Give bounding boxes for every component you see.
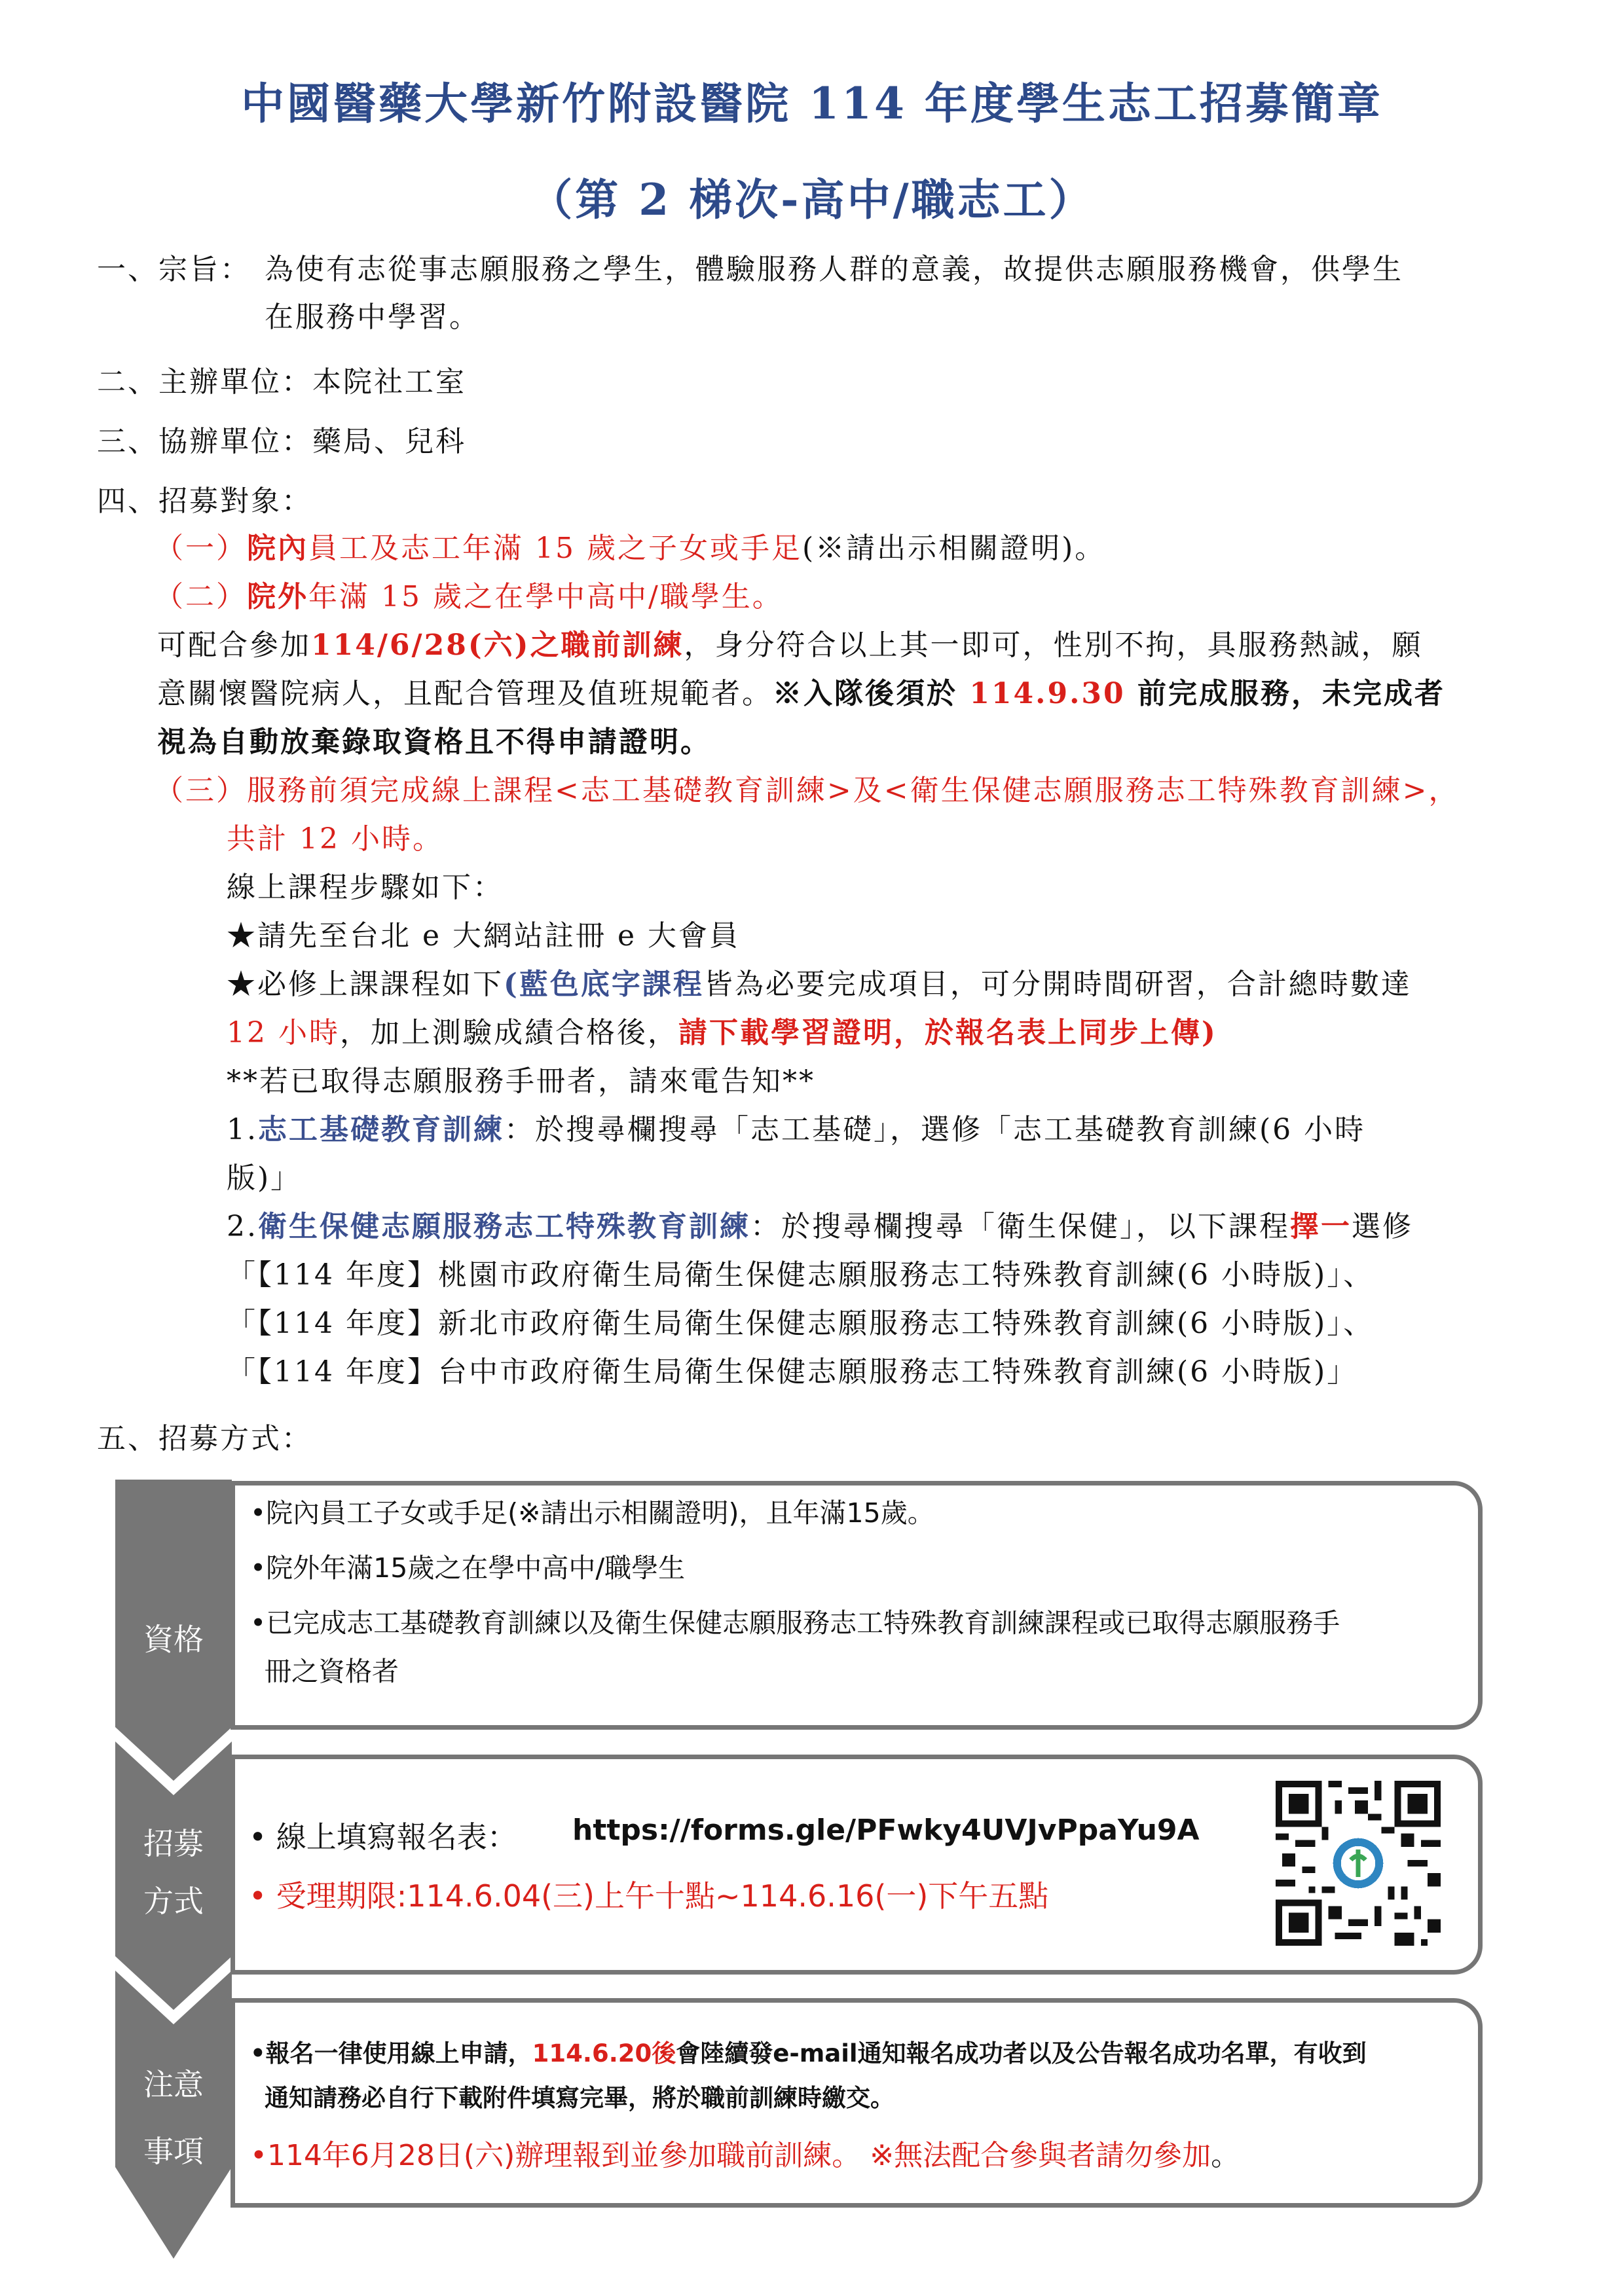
- label-qualification: 資格: [143, 1622, 204, 1657]
- step-required: ★必修上課課程如下(藍色底字課程皆為必要完成項目，可分開時間研習，合計總時數達: [227, 968, 1412, 1001]
- step-required-cont: 12 小時，加上測驗成績合格後，請下載學習證明，於報名表上同步上傳): [227, 1016, 1217, 1049]
- notice-line-3: •114年6月28日(六)辦理報到並參加職前訓練。 ※無法配合參與者請勿參加。: [250, 2139, 1240, 2172]
- course-1-cont: 版)」: [227, 1161, 302, 1195]
- qualification-bullet-3-cont: 冊之資格者: [265, 1656, 399, 1687]
- form-label: • 線上填寫報名表：: [249, 1819, 517, 1855]
- form-url-link[interactable]: https://forms.gle/PFwky4UVJvPpaYu9A: [572, 1813, 1200, 1847]
- qualification-bullet-2: •院外年滿15歲之在學中高中/職學生: [250, 1552, 686, 1584]
- course-2: 2.衛生保健志願服務志工特殊教育訓練：於搜尋欄搜尋「衛生保健」，以下課程擇一選修: [227, 1210, 1413, 1243]
- method-label: 五、招募方式：: [97, 1422, 312, 1455]
- course-option-3: 「【114 年度】台中市政府衛生局衛生保健志願服務志工特殊教育訓練(6 小時版)」: [227, 1355, 1358, 1389]
- targets-label: 四、招募對象：: [97, 484, 312, 518]
- target-item-3-cont: 共計 12 小時。: [227, 822, 443, 856]
- purpose-label: 一、宗旨：: [97, 253, 251, 286]
- chevron-notice: [115, 1971, 232, 2259]
- course-option-2: 「【114 年度】新北市政府衛生局衛生保健志願服務志工特殊教育訓練(6 小時版)」、: [227, 1307, 1375, 1340]
- organizer: 二、主辦單位：本院社工室: [97, 365, 466, 399]
- course-1: 1.志工基礎教育訓練：於搜尋欄搜尋「志工基礎」，選修「志工基礎教育訓練(6 小時: [227, 1113, 1366, 1146]
- qr-code-icon[interactable]: [1276, 1781, 1441, 1946]
- label-notice-2: 事項: [143, 2134, 204, 2169]
- label-recruit-1: 招募: [143, 1826, 204, 1861]
- training-line-2: 意關懷醫院病人，且配合管理及值班規範者。※入隊後須於 114.9.30 前完成服務，未完成者: [157, 677, 1445, 710]
- purpose-text: 為使有志從事志願服務之學生，體驗服務人群的意義，故提供志願服務機會，供學生: [265, 253, 1403, 286]
- qualification-bullet-3: •已完成志工基礎教育訓練以及衛生保健志願服務志工特殊教育訓練課程或已取得志願服務手: [250, 1607, 1340, 1639]
- training-line-1: 可配合參加114/6/28(六)之職前訓練，身分符合以上其一即可，性別不拘，具服務熱誠，願: [157, 629, 1423, 662]
- page-title: 中國醫藥大學新竹附設醫院 114 年度學生志工招募簡章: [241, 78, 1383, 129]
- target-item-2: （二）院外年滿 15 歲之在學中高中/職學生。: [155, 580, 783, 613]
- chevron-recruit: [115, 1741, 232, 2010]
- step-register: ★請先至台北 e 大網站註冊 e 大會員: [227, 919, 741, 953]
- label-recruit-2: 方式: [143, 1884, 204, 1919]
- co-organizer: 三、協辦單位：藥局、兒科: [97, 425, 466, 458]
- manual-note: **若已取得志願服務手冊者，請來電告知**: [227, 1065, 815, 1098]
- target-item-1: （一）院內員工及志工年滿 15 歲之子女或手足(※請出示相關證明)。: [155, 532, 1106, 565]
- steps-title: 線上課程步驟如下：: [227, 871, 504, 904]
- page-subtitle: （第 2 梯次-高中/職志工）: [529, 174, 1095, 225]
- course-option-1: 「【114 年度】桃園市政府衛生局衛生保健志願服務志工特殊教育訓練(6 小時版)」、: [227, 1258, 1375, 1292]
- purpose-text-cont: 在服務中學習。: [265, 301, 480, 334]
- notice-line-2: 通知請務必自行下載附件填寫完畢，將於職前訓練時繳交。: [265, 2084, 895, 2112]
- label-notice-1: 注意: [143, 2067, 204, 2102]
- training-line-3: 視為自動放棄錄取資格且不得申請證明。: [157, 725, 711, 759]
- application-period: • 受理期限:114.6.04(三)上午十點~114.6.16(一)下午五點: [249, 1878, 1049, 1914]
- qualification-bullet-1: •院內員工子女或手足(※請出示相關證明)，且年滿15歲。: [250, 1497, 934, 1529]
- notice-line-1: •報名一律使用線上申請，114.6.20後會陸續發e-mail通知報名成功者以及公告報名成功名單，有收到: [250, 2039, 1367, 2068]
- target-item-3: （三）服務前須完成線上課程<志工基礎教育訓練>及<衛生保健志願服務志工特殊教育訓練>，: [155, 774, 1460, 807]
